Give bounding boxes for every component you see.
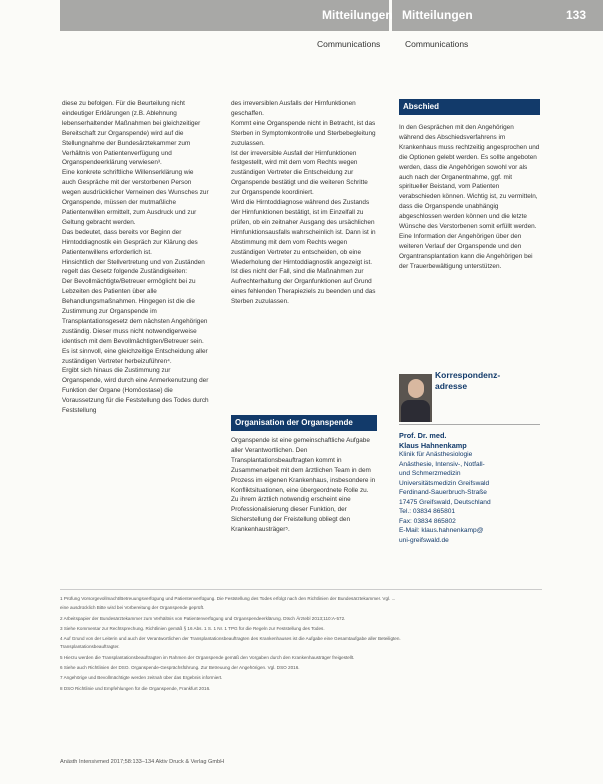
email-link[interactable]: uni-greifswald.de [399,536,449,544]
paragraph: diese zu befolgen. Für die Beurteilung nicht eindeutiger Erklärungen (z.B. Ablehnung lebenserhaltender Maßnahmen bei gleichzeitiger Bereitschaft zur Organspende) wird auf die Stellungnahme der Bundesärztekammer zum Verhältnis von Patientenverfügung und Organspendeerklärung verwiesen³. [62,100,201,167]
header-title-right: Mitteilungen [402,8,473,22]
address-line: 17475 Greifswald, Deutschland [399,498,491,506]
paragraph: Ist der irreversible Ausfall der Hirnfunktionen festgestellt, wird mit dem vom Rechts wegen zuständigen Vertreter die Entscheidung zur Organspende bestätigt und die weiteren Schritte zur Organspende koordiniert. [231,149,368,197]
header-subtitle-right: Communications [405,39,469,49]
text-column-1 [62,99,209,416]
paragraph: des irreversiblen Ausfalls der Hirnfunktionen geschaffen. [231,100,356,117]
author-photo [399,374,432,422]
paragraph: Ergibt sich hinaus die Zustimmung zur Organspende, wird durch eine Anmerkenutzung der Funktion der Organe (Homöostase) die Voraussetzung für die Feststellung des Todes durch Feststellung [62,367,209,415]
paragraph: Kommt eine Organspende nicht in Betracht, ist das Sterben in Symptomkontrolle und Sterbebegleitung zuzulassen. [231,119,376,147]
email-link[interactable]: E-Mail: klaus.hahnenkamp@ [399,527,484,534]
footnote: 2 Arbeitspapier der Bundesärztekammer zum Verhältnis von Patientenverfügung und Organspendeerklärung. Dtsch Ärztebl 2013;110:A-572. [60,616,346,621]
correspondence-address [399,431,540,545]
page-footer: Anästh Intensivmed 2017;58:133–134 Aktiv Druck & Verlag GmbH [60,759,225,765]
section-text-abschied: In den Gesprächen mit den Angehörigen während des Abschiedsverfahrens im Krankenhaus muss rechtzeitig angesprochen und die Optionen gelebt werden. Es sollte angeboten werden, dass die Angehörigen sowohl vor als auch nach der Organentnahme, ggf. mit spiritueller Beistand, vom Patienten verabschieden können. Wichtig ist, zu vermitteln, dass die Organspende unabhängig abgeschlossen werden können und die letzte Wünsche des Verstorbenen somit erfüllt werden. Eine Information der Angehörigen über den weiteren Verlauf der Organspende und den Organtransplantation kann die Angehörigen bei der Trauerbewältigung unterstützen. [399,124,540,270]
section-heading-organisation: Organisation der Organspende [231,415,377,431]
footnote: 3 Siehe Kommentar zur Rechtsprechung. Richtlinien gemäß § 16 Abs. 1 S. 1 Nr. 1 TPG für die Regeln zur Feststellung des Todes. [60,626,325,631]
correspondence-title: Korrespondenz- adresse [435,370,501,391]
fax: Fax: 03834 865802 [399,517,456,525]
author-name: Prof. Dr. med. [399,431,447,440]
author-name: Klaus Hahnenkamp [399,440,467,450]
address-line: Klinik für Anästhesiologie [399,451,473,458]
footnote: 1 Prüfung Vorsorgevollmacht/Betreuungsverfügung und Patientenverfügung. Die Feststellung des Todes erfolgt nach den Richtlinien der Bundesärztekammer. Vgl. ... [60,596,396,601]
footnote: 4 Auf Grund von der Leiterin und auch der Verantwortlichen der Transplantationsbeauftragten des Krankenhauses ist die Aufgabe eine Gesamtaufgabe aller Beteiligten. [60,636,401,641]
paragraph: Hinsichtlich der Stellvertretung und von Zuständen regelt das Gesetz folgende Zuständigkeiten: [62,258,205,276]
address-line: Universitätsmedizin Greifswald [399,479,490,487]
footnote: 7 Angehörige und Bevollmächtigte werden zeitnah über das Ergebnis informiert. [60,675,223,680]
address-line: und Schmerzmedizin [399,470,461,477]
header-title-left: Mitteilungen [322,8,393,22]
paragraph: Der Bevollmächtigte/Betreuer ermöglicht bei zu Lebzeiten des Patienten über alle Behandlungsmaßnahmen. Hingegen ist die die Zustimmung zur Organspende im Transplantationsgesetz dem nächsten Angehörigen zuständig. Dieser muss nicht notwendigerweise identisch mit dem Bevollmächtigten/Betreuer sein. [62,278,208,345]
address-line: Anästhesie, Intensiv-, Notfall- [399,460,485,468]
phone: Tel.: 03834 865801 [399,508,456,515]
section-text-organisation: Organspende ist eine gemeinschaftliche Aufgabe aller Verantwortlichen. Den Transplantationsbeauftragten kommt in Zusammenarbeit mit dem ärztlichen Team in dem Prozess im eigenen Krankenhaus, insbesondere in Konfliktsituationen, eine übergeordnete Rolle zu. Zu ihrem ärztlich notwendig erscheint eine Professionalisierung dieser Funktion, der Sicherstellung der Freistellung obliegt den Krankenhausträger⁵. [231,437,376,534]
footnote: 8 DSO Richtlinie und Empfehlungen für die Organspende, Frankfurt 2016. [60,686,211,691]
divider [399,424,540,425]
section-heading-abschied: Abschied [399,99,540,115]
paragraph: Das bedeutet, dass bereits vor Beginn der Hirntoddiagnostik ein Gespräch zur Klärung des Patientenwillens erforderlich ist. [62,228,198,256]
footnote: Transplantationsbeauftragter. [60,644,120,649]
text-column-2 [231,99,377,307]
paragraph: Es ist sinnvoll, eine gleichzeitige Entscheidung aller zuständigen Vertreter herbeizuführen⁴. [62,347,208,365]
footnote: 6 Siehe auch Richtlinien der DSO. Organspende-Gesprächsführung. Zur Betreuung der Angehörigen. Vgl. DSO 2016. [60,665,300,670]
paragraph: Eine konkrete schriftliche Willenserklärung wie auch Gespräche mit der verstorbenen Person wegen ausdrücklicher Verneinen des Wunsches zur Organspende, müssen der mutmaßliche Patientenwillen ermittelt, zum Ausdruck und zur Geltung gebracht werden. [62,169,209,226]
footnote: 5 Hierzu werden die Transplantationsbeauftragten im Rahmen der Organspende gemäß den Vorgaben durch den Krankenhausträger freigestellt. [60,655,355,660]
paragraph: Wird die Hirntoddiagnose während des Zustands der Hirnfunktionen bestätigt, ist im Einzelfall zu prüfen, ob ein zeitnaher Ausgang des ursächlichen Hirnfunktionsausfalls wahrscheinlich ist. Dann ist in Abstimmung mit dem vom Rechts wegen zuständigen Vertreter zu entscheiden, ob eine Wiederholung der Hirntoddiagnostik angezeigt ist. Ist dies nicht der Fall, sind die Maßnahmen zur Aufrechterhaltung der Organfunktionen auf Grund eines fehlenden Therapieziels zu beenden und das Sterben zuzulassen. [231,199,376,306]
address-line: Ferdinand-Sauerbruch-Straße [399,489,487,496]
footnote-divider [60,589,542,590]
header-subtitle-left: Communications [317,39,381,49]
footnote: eine ausdrücklich Bitte wird bei Vorbereitung der Organspende geprüft. [60,605,205,610]
page-number: 133 [566,8,587,22]
